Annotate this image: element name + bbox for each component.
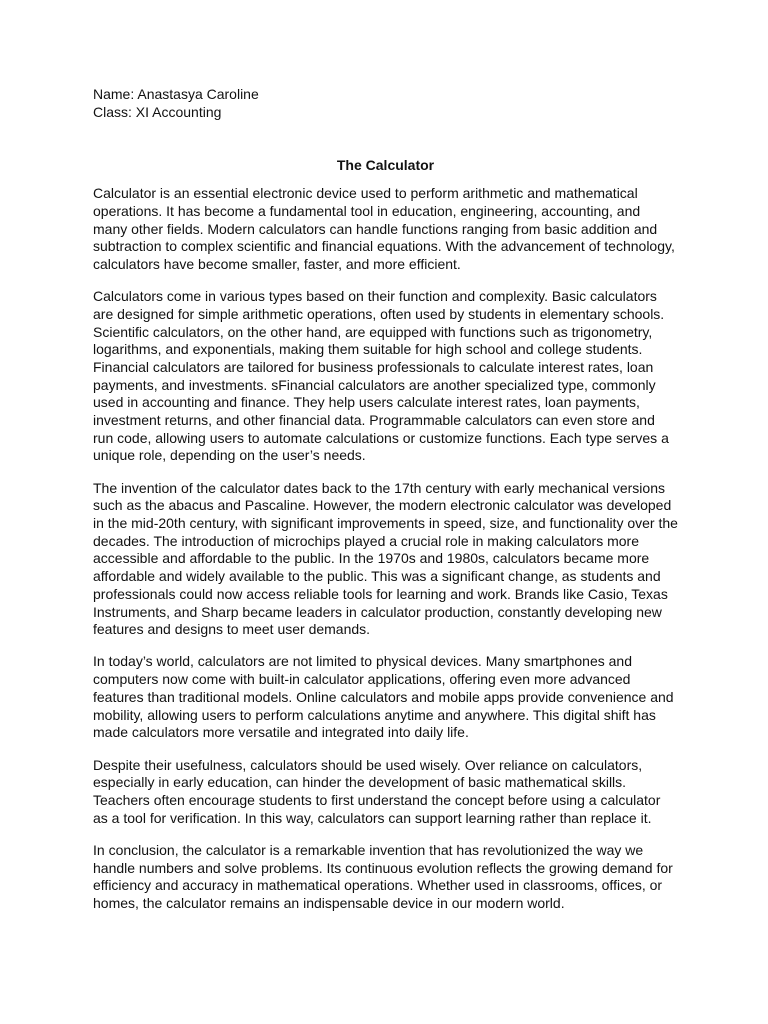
paragraph-conclusion: In conclusion, the calculator is a remarkable invention that has revolutionized the way we handle numbers and solve problems. Its continuous evolution reflects the growing demand for efficiency and accuracy in mathematical operations. Whether used in classrooms, offices, or homes, the calculator remains an indispensable device in our modern world. — [93, 841, 673, 911]
paragraph-types: Calculators come in various types based on their function and complexity. Basic calculators are designed for simple arithmetic operations, often used by students in elementary schools. Scientific calculators, on the other hand, are equipped with functions such as trigonometry, logarithms, and exponentials, making them suitable for high school and college students. Financial calculators are tailored for business professionals to calculate interest rates, loan payments, and investments. sFinancial calculators are another specialized type, commonly used in accounting and finance. They help users calculate interest rates, loan payments, investment returns, and other financial data. Programmable calculators can even store and run code, allowing users to automate calculations or customize functions. Each type serves a unique role, depending on the user’s needs. — [93, 288, 669, 464]
document-page — [93, 86, 678, 927]
student-class: Class: XI Accounting — [93, 103, 222, 120]
paragraph-modern: In today’s world, calculators are not limited to physical devices. Many smartphones and computers now come with built-in calculator applications, offering even more advanced features than traditional models. Online calculators and mobile apps provide convenience and mobility, allowing users to perform calculations anytime and anywhere. This digital shift has made calculators more versatile and integrated into daily life. — [93, 653, 674, 741]
paragraph-intro: Calculator is an essential electronic device used to perform arithmetic and mathematical operations. It has become a fundamental tool in education, engineering, accounting, and many other fields. Modern calculators can handle functions ranging from basic addition and subtraction to complex scientific and financial equations. With the advancement of technology, calculators have become smaller, faster, and more efficient. — [93, 185, 675, 272]
document-title: The Calculator — [336, 157, 435, 174]
paragraph-history: The invention of the calculator dates back to the 17th century with early mechanical versions such as the abacus and Pascaline. However, the modern electronic calculator was developed in the mid-20th century, with significant improvements in speed, size, and functionality over the decades. The introduction of microchips played a crucial role in making calculators more accessible and affordable to the public. In the 1970s and 1980s, calculators became more affordable and widely available to the public. This was a significant change, as students and professionals could now access reliable tools for learning and work. Brands like Casio, Texas Instruments, and Sharp became leaders in calculator production, constantly developing new features and designs to meet user demands. — [93, 479, 678, 638]
student-name: Name: Anastasya Caroline — [93, 86, 259, 102]
paragraph-usage: Despite their usefulness, calculators should be used wisely. Over reliance on calculators, especially in early education, can hinder the development of basic mathematical skills. Teachers often encourage students to first understand the concept before using a calculator as a tool for verification. In this way, calculators can support learning rather than replace it. — [93, 756, 661, 826]
